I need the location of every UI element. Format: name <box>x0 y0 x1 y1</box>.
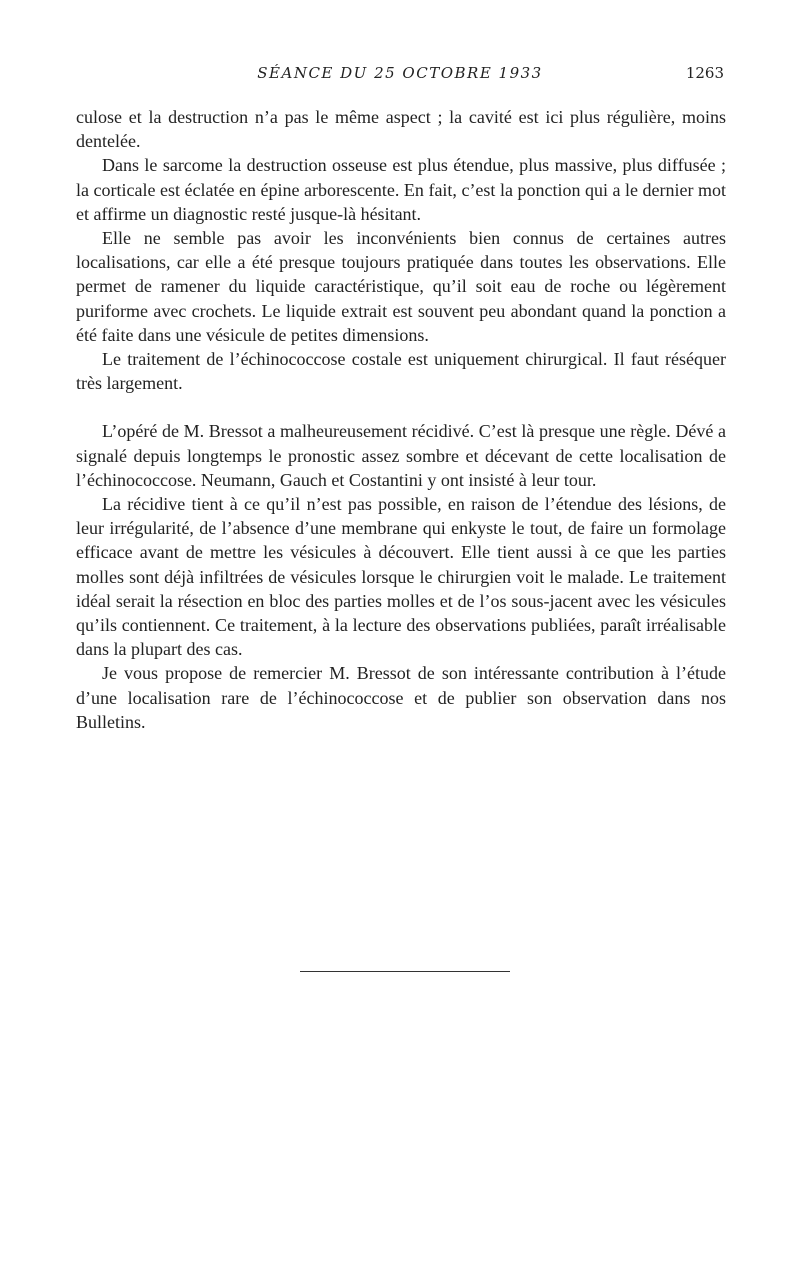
running-title: SÉANCE DU 25 OCTOBRE 1933 <box>257 64 543 82</box>
paragraph: Le traitement de l’échinococcose costale est uniquement chirurgical. Il faut réséquer très largement. <box>76 349 726 394</box>
running-header <box>0 64 800 88</box>
body-text <box>76 105 726 734</box>
paragraph: La récidive tient à ce qu’il n’est pas possible, en raison de l’étendue des lésions, de leur irrégularité, de l’absence d’une membrane qui enkyste le tout, de faire un formolage efficace avant de mettre les vésicules à découvert. Elle tient aussi à ce que les parties molles sont déjà infiltrées de vésicules lorsque le chirurgien voit le malade. Le traitement idéal serait la résection en bloc des parties molles et de l’os sous-jacent avec les vésicules qu’ils contiennent. Ce traitement, à la lecture des observations publiées, paraît irréalisable dans la plupart des cas. <box>76 494 726 660</box>
paragraph: Dans le sarcome la destruction osseuse est plus étendue, plus massive, plus diffusée ; la corticale est éclatée en épine arborescente. En fait, c’est la ponction qui a le dernier mot et affirme un diagnostic resté jusque-là hésitant. <box>76 155 726 224</box>
page-number: 1263 <box>685 64 724 82</box>
paragraph: Je vous propose de remercier M. Bressot de son intéressante contribution à l’étude d’une localisation rare de l’échinococcose et de publier son observation dans nos Bulletins. <box>76 663 726 732</box>
paragraph: Elle ne semble pas avoir les inconvénients bien connus de certaines autres localisations, car elle a été presque toujours pratiquée dans toutes les observations. Elle permet de ramener du liquide caractéristique, qu’il soit eau de roche ou légèrement puriforme avec crochets. Le liquide extrait est souvent peu abondant quand la ponction a été faite dans une vésicule de petites dimensions. <box>76 228 726 345</box>
paragraph: L’opéré de M. Bressot a malheureusement récidivé. C’est là presque une règle. Dévé a signalé depuis longtemps le pronostic assez sombre et décevant de cette localisation de l’échinococcose. Neumann, Gauch et Costantini y ont insisté à leur tour. <box>76 421 726 490</box>
end-of-section-rule <box>300 971 510 972</box>
paragraph-continuation: culose et la destruction n’a pas le même aspect ; la cavité est ici plus régulière, moins dentelée. <box>76 107 726 152</box>
